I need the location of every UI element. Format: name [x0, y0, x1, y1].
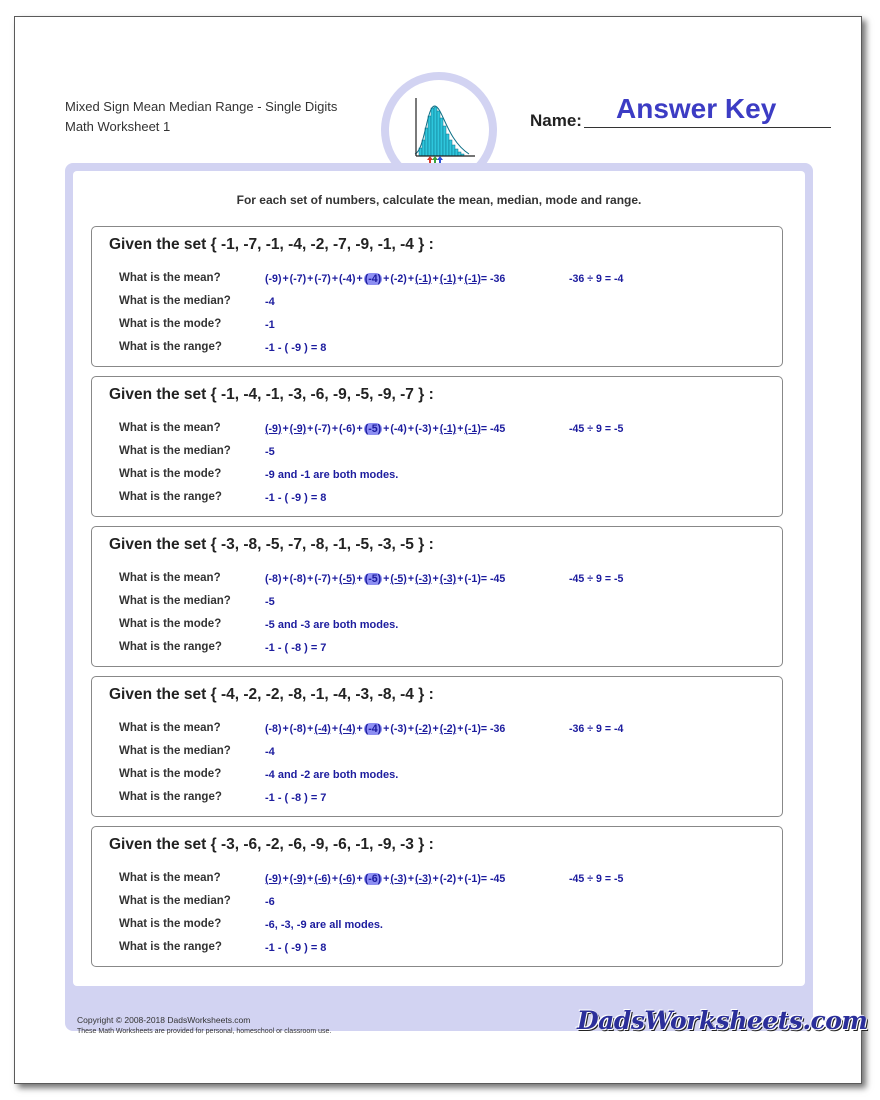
plus-sign: +: [383, 723, 390, 735]
range-question-label: What is the range?: [119, 641, 222, 653]
range-answer: -1 - ( -9 ) = 8: [265, 342, 327, 354]
mean-division-answer: -45 ÷ 9 = -5: [569, 873, 624, 885]
sum-term: (-8): [289, 573, 307, 585]
plus-sign: +: [432, 423, 439, 435]
median-answer: -4: [265, 746, 275, 758]
mode-question-label: What is the mode?: [119, 768, 222, 780]
problem-set-title: Given the set { -4, -2, -2, -8, -1, -4, -3, -8, -4 } :: [109, 686, 434, 703]
sum-term: (-4): [390, 423, 407, 435]
plus-sign: +: [407, 273, 415, 285]
worksheet-title-line1: Mixed Sign Mean Median Range - Single Digits: [65, 99, 338, 114]
sum-term: (-8): [265, 723, 282, 735]
mean-sum-answer: [265, 273, 505, 285]
mode-term: (-9): [289, 423, 307, 435]
median-question-label: What is the median?: [119, 295, 231, 307]
plus-sign: +: [407, 723, 415, 735]
sum-term: (-2): [390, 273, 407, 285]
mean-sum-answer: [265, 873, 505, 885]
mode-question-label: What is the mode?: [119, 318, 222, 330]
sum-term: (-8): [265, 573, 282, 585]
plus-sign: +: [307, 873, 314, 885]
mode-answer: -5 and -3 are both modes.: [265, 619, 399, 631]
median-term: (-5): [364, 573, 382, 585]
mode-term: (-4): [339, 723, 356, 735]
problem-set-title: Given the set { -1, -4, -1, -3, -6, -9, -5, -9, -7 } :: [109, 386, 434, 403]
range-question-label: What is the range?: [119, 941, 222, 953]
worksheet-title-line2: Math Worksheet 1: [65, 119, 171, 134]
problem-set-title: Given the set { -3, -8, -5, -7, -8, -1, -5, -3, -5 } :: [109, 536, 434, 553]
median-term: (-4): [364, 273, 382, 285]
sum-result: = -45: [480, 423, 506, 435]
mean-division-answer: -36 ÷ 9 = -4: [569, 273, 624, 285]
plus-sign: +: [383, 273, 390, 285]
median-term: (-6): [364, 873, 382, 885]
footer-copyright: [77, 1014, 331, 1038]
plus-sign: +: [307, 723, 314, 735]
mean-question-label: What is the mean?: [119, 422, 221, 434]
plus-sign: +: [307, 273, 314, 285]
median-answer: -5: [265, 446, 275, 458]
mode-term: (-2): [415, 723, 432, 735]
plus-sign: +: [383, 573, 390, 585]
plus-sign: +: [457, 873, 464, 885]
median-question-label: What is the median?: [119, 445, 231, 457]
median-answer: -5: [265, 596, 275, 608]
sum-term: (-7): [314, 423, 331, 435]
dadsworksheets-logo: DadsWorksheets.com: [577, 1006, 868, 1035]
median-answer: -4: [265, 296, 275, 308]
range-answer: -1 - ( -9 ) = 8: [265, 942, 327, 954]
copyright-text: Copyright © 2008-2018 DadsWorksheets.com: [77, 1015, 251, 1025]
sum-term: (-8): [289, 723, 307, 735]
mode-answer: -6, -3, -9 are all modes.: [265, 919, 383, 931]
plus-sign: +: [383, 873, 390, 885]
mode-term: (-3): [390, 873, 407, 885]
sum-term: (-7): [289, 273, 307, 285]
usage-notice: These Math Worksheets are provided for personal, homeschool or classroom use.: [77, 1028, 332, 1035]
sum-result: = -36: [480, 273, 506, 285]
mode-question-label: What is the mode?: [119, 468, 222, 480]
range-answer: -1 - ( -9 ) = 8: [265, 492, 327, 504]
median-question-label: What is the median?: [119, 595, 231, 607]
sum-term: (-7): [314, 573, 331, 585]
range-answer: -1 - ( -8 ) = 7: [265, 642, 327, 654]
problem-box: [91, 526, 783, 667]
mode-term: (-9): [289, 873, 307, 885]
worksheet-frame: [65, 163, 868, 1035]
mode-term: (-6): [339, 873, 356, 885]
plus-sign: +: [407, 573, 415, 585]
plus-sign: +: [457, 723, 464, 735]
mode-term: (-6): [314, 873, 331, 885]
mean-division-answer: -45 ÷ 9 = -5: [569, 423, 624, 435]
median-term: (-5): [364, 423, 382, 435]
mode-term: (-9): [265, 423, 282, 435]
plus-sign: +: [407, 423, 415, 435]
mean-sum-answer: [265, 723, 505, 735]
plus-sign: +: [407, 873, 415, 885]
sum-term: (-9): [265, 273, 282, 285]
plus-sign: +: [432, 273, 439, 285]
mode-answer: -4 and -2 are both modes.: [265, 769, 399, 781]
mean-question-label: What is the mean?: [119, 572, 221, 584]
median-question-label: What is the median?: [119, 895, 231, 907]
plus-sign: +: [282, 423, 289, 435]
name-field-line: [584, 127, 831, 128]
plus-sign: +: [356, 723, 363, 735]
mode-answer: -1: [265, 319, 275, 331]
plus-sign: +: [356, 423, 363, 435]
plus-sign: +: [331, 873, 339, 885]
plus-sign: +: [457, 573, 464, 585]
sum-result: = -45: [480, 873, 506, 885]
mode-term: (-3): [415, 573, 432, 585]
sum-result: = -45: [480, 573, 506, 585]
problem-box: [91, 826, 783, 967]
problem-set-title: Given the set { -1, -7, -1, -4, -2, -7, -9, -1, -4 } :: [109, 236, 434, 253]
range-question-label: What is the range?: [119, 341, 222, 353]
sum-term: (-3): [390, 723, 407, 735]
mode-question-label: What is the mode?: [119, 618, 222, 630]
range-question-label: What is the range?: [119, 791, 222, 803]
mode-term: (-1): [439, 273, 457, 285]
problem-box: [91, 226, 783, 367]
sum-result: = -36: [480, 723, 506, 735]
plus-sign: +: [282, 873, 289, 885]
mode-question-label: What is the mode?: [119, 918, 222, 930]
mode-term: (-5): [390, 573, 407, 585]
mode-term: (-3): [415, 873, 432, 885]
worksheet-title: [65, 97, 337, 137]
mean-question-label: What is the mean?: [119, 722, 221, 734]
mode-term: (-9): [265, 873, 282, 885]
sum-term: (-1): [464, 873, 481, 885]
mode-term: (-4): [314, 723, 331, 735]
answer-key-heading: Answer Key: [616, 93, 777, 124]
sum-term: (-7): [314, 273, 331, 285]
plus-sign: +: [356, 573, 363, 585]
sum-term: (-1): [464, 573, 481, 585]
range-question-label: What is the range?: [119, 491, 222, 503]
plus-sign: +: [457, 273, 464, 285]
plus-sign: +: [282, 723, 289, 735]
mean-division-answer: -36 ÷ 9 = -4: [569, 723, 624, 735]
plus-sign: +: [432, 573, 439, 585]
plus-sign: +: [331, 273, 339, 285]
sum-term: (-6): [339, 423, 356, 435]
problem-box: [91, 676, 783, 817]
plus-sign: +: [307, 573, 314, 585]
mode-term: (-1): [464, 423, 481, 435]
plus-sign: +: [331, 723, 339, 735]
mean-question-label: What is the mean?: [119, 872, 221, 884]
problem-set-title: Given the set { -3, -6, -2, -6, -9, -6, -1, -9, -3 } :: [109, 836, 434, 853]
plus-sign: +: [282, 273, 289, 285]
sum-term: (-2): [439, 873, 457, 885]
worksheet-page: [14, 16, 868, 1084]
mode-term: (-3): [439, 573, 457, 585]
median-answer: -6: [265, 896, 275, 908]
mean-sum-answer: [265, 423, 505, 435]
median-term: (-4): [364, 723, 382, 735]
mode-term: (-1): [464, 273, 481, 285]
mode-term: (-1): [415, 273, 432, 285]
mean-division-answer: -45 ÷ 9 = -5: [569, 573, 624, 585]
mean-question-label: What is the mean?: [119, 272, 221, 284]
plus-sign: +: [432, 723, 439, 735]
plus-sign: +: [356, 873, 363, 885]
name-label: Name:: [530, 111, 582, 130]
mode-term: (-5): [339, 573, 356, 585]
plus-sign: +: [331, 423, 339, 435]
median-question-label: What is the median?: [119, 745, 231, 757]
mode-answer: -9 and -1 are both modes.: [265, 469, 399, 481]
mean-sum-answer: [265, 573, 505, 585]
plus-sign: +: [383, 423, 390, 435]
mode-term: (-1): [439, 423, 457, 435]
sum-term: (-3): [415, 423, 432, 435]
problems-area: [73, 171, 805, 986]
plus-sign: +: [282, 573, 289, 585]
range-answer: -1 - ( -8 ) = 7: [265, 792, 327, 804]
plus-sign: +: [432, 873, 439, 885]
plus-sign: +: [356, 273, 363, 285]
plus-sign: +: [457, 423, 464, 435]
sum-term: (-4): [339, 273, 356, 285]
plus-sign: +: [331, 573, 339, 585]
mode-term: (-2): [439, 723, 457, 735]
plus-sign: +: [307, 423, 314, 435]
problem-box: [91, 376, 783, 517]
instructions: For each set of numbers, calculate the mean, median, mode and range.: [236, 193, 642, 207]
sum-term: (-1): [464, 723, 481, 735]
